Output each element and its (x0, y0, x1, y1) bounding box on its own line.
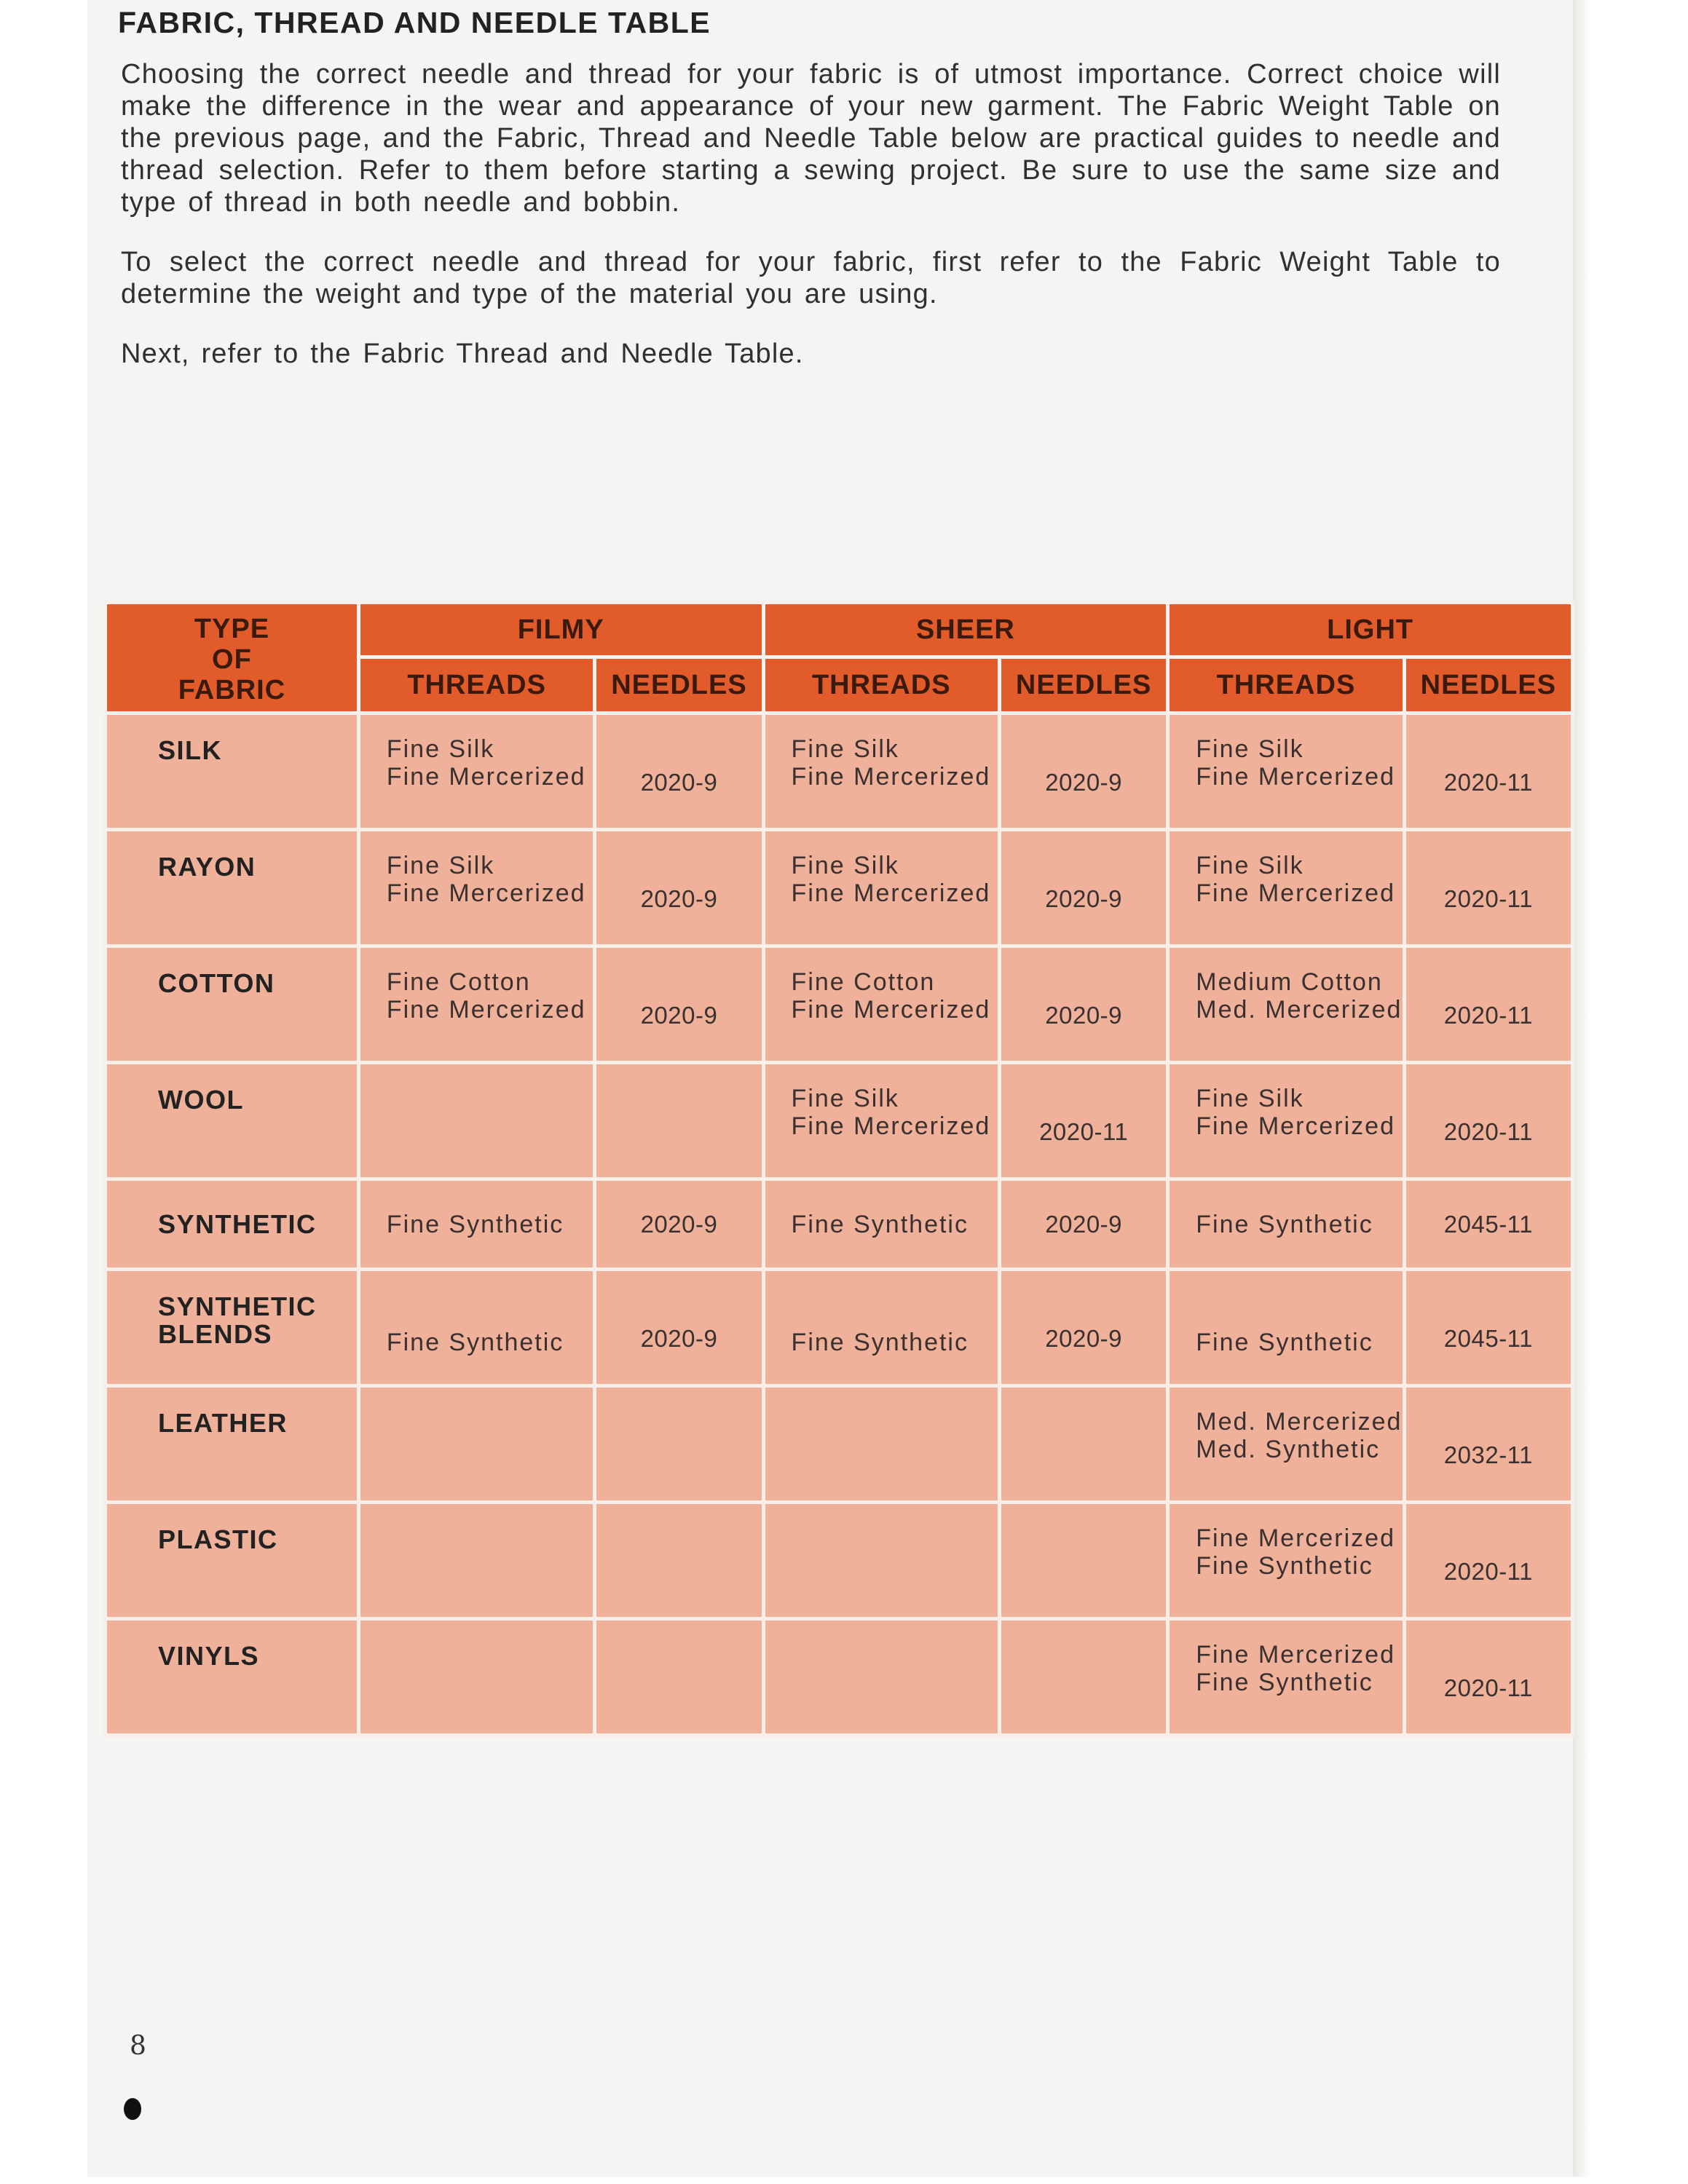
sheer-threads-header: THREADS (763, 657, 1000, 713)
thread-line: Fine Synthetic (386, 1210, 564, 1238)
light-needles-header: NEEDLES (1404, 657, 1572, 713)
light-threads-cell (1168, 1386, 1405, 1503)
fabric-type-line: LEATHER (158, 1408, 288, 1438)
fabric-type-line: COTTON (158, 968, 275, 998)
table-row (106, 1270, 1573, 1386)
filmy-needles-cell (595, 1619, 763, 1736)
filmy-threads-cell (358, 830, 595, 946)
light-threads-cell (1168, 1503, 1405, 1619)
fabric-type-line: BLENDS (158, 1319, 273, 1349)
light-threads-cell (1168, 830, 1405, 946)
thread-line: Fine Synthetic (1196, 1210, 1373, 1238)
light-threads-cell (1168, 1270, 1405, 1386)
filmy-needles-cell: 2020-9 (595, 1270, 763, 1386)
sheer-needles-header: NEEDLES (1000, 657, 1168, 713)
light-needles-cell: 2045-11 (1404, 1179, 1572, 1270)
filmy-threads-cell (358, 1503, 595, 1619)
filmy-threads-cell (358, 1179, 595, 1270)
sheer-threads-cell (763, 946, 1000, 1063)
fabric-type-line: RAYON (158, 852, 256, 882)
thread-line: Fine Silk (791, 1085, 899, 1112)
thread-line: Fine Synthetic (791, 1210, 969, 1238)
filmy-needles-cell (595, 1503, 763, 1619)
thread-line: Fine Mercerized (791, 879, 991, 907)
thread-line: Fine Silk (1196, 735, 1304, 763)
filmy-threads-cell (358, 1270, 595, 1386)
thread-line: Fine Silk (1196, 1085, 1304, 1112)
table-row (106, 1619, 1573, 1736)
table-row (106, 830, 1573, 946)
table-row (106, 1386, 1573, 1503)
fabric-thread-needle-table (103, 601, 1574, 1737)
thread-line: Fine Mercerized (1196, 1641, 1395, 1669)
thread-line: Fine Silk (1196, 852, 1304, 879)
table-row (106, 1179, 1573, 1270)
sheer-needles-cell (1000, 1619, 1168, 1736)
thread-line: Med. Mercerized (1196, 1408, 1403, 1436)
sheer-threads-cell (763, 1386, 1000, 1503)
fabric-type-line: PLASTIC (158, 1524, 278, 1554)
sheer-needles-cell: 2020-9 (1000, 1270, 1168, 1386)
type-header-line: FABRIC (178, 674, 286, 705)
intro-paragraph-1: Choosing the correct needle and thread for your fabric is of utmost importance. Correct choice will make the difference in the wear and appearance of your new garment. The Fabric Weight Table on the previous page, and the Fabric, Thread and Needle Table below are practical guides to needle and thread selection. Refer to them before starting a sewing project. Be sure to use the same size and type of thread in both needle and bobbin. (121, 59, 1501, 218)
light-threads-cell (1168, 713, 1405, 830)
sheer-header: SHEER (763, 603, 1168, 657)
thread-line: Fine Mercerized (1196, 879, 1395, 907)
thread-line: Fine Mercerized (386, 879, 586, 907)
thread-line: Fine Cotton (791, 968, 936, 996)
filmy-needles-header: NEEDLES (595, 657, 763, 713)
thread-line: Fine Mercerized (791, 996, 991, 1024)
sheer-threads-cell (763, 713, 1000, 830)
sheer-threads-cell (763, 830, 1000, 946)
table-row (106, 1503, 1573, 1619)
sheer-needles-cell (1000, 1503, 1168, 1619)
fabric-type-cell (106, 713, 359, 830)
light-threads-cell (1168, 1619, 1405, 1736)
thread-line: Medium Cotton (1196, 968, 1383, 996)
filmy-threads-cell (358, 946, 595, 1063)
filmy-needles-cell: 2020-9 (595, 713, 763, 830)
filmy-threads-header: THREADS (358, 657, 595, 713)
light-threads-cell (1168, 1179, 1405, 1270)
thread-line: Fine Mercerized (386, 996, 586, 1024)
type-header-line: TYPE (194, 613, 270, 644)
light-threads-header: THREADS (1168, 657, 1405, 713)
light-needles-cell: 2020-11 (1404, 946, 1572, 1063)
light-threads-cell (1168, 1063, 1405, 1179)
sheer-threads-cell (763, 1503, 1000, 1619)
fabric-type-cell (106, 1270, 359, 1386)
fabric-thread-needle-table-wrapper (103, 601, 1574, 1737)
filmy-needles-cell (595, 1063, 763, 1179)
thread-line: Fine Mercerized (1196, 1112, 1395, 1140)
light-needles-cell: 2020-11 (1404, 1619, 1572, 1736)
intro-text (121, 58, 1501, 397)
filmy-threads-cell (358, 1386, 595, 1503)
fabric-type-cell (106, 830, 359, 946)
thread-line: Med. Mercerized (1196, 996, 1403, 1024)
fabric-type-line: SYNTHETIC (158, 1291, 317, 1321)
type-header-line: OF (212, 644, 252, 675)
filmy-needles-cell: 2020-9 (595, 946, 763, 1063)
table-row (106, 946, 1573, 1063)
sheer-needles-cell (1000, 1386, 1168, 1503)
thread-line: Fine Synthetic (1196, 1552, 1373, 1580)
thread-line: Fine Synthetic (1196, 1669, 1373, 1696)
fabric-type-cell (106, 1063, 359, 1179)
filmy-threads-cell (358, 713, 595, 830)
light-needles-cell: 2020-11 (1404, 713, 1572, 830)
filmy-threads-cell (358, 1619, 595, 1736)
thread-line: Fine Mercerized (791, 1112, 991, 1140)
thread-line: Fine Synthetic (386, 1328, 564, 1356)
filmy-threads-cell (358, 1063, 595, 1179)
filmy-needles-cell: 2020-9 (595, 830, 763, 946)
table-row (106, 1063, 1573, 1179)
thread-line: Fine Mercerized (791, 763, 991, 791)
page-number: 8 (130, 2031, 146, 2061)
fabric-type-line: VINYLS (158, 1641, 260, 1671)
filmy-needles-cell: 2020-9 (595, 1179, 763, 1270)
sheer-needles-cell: 2020-9 (1000, 1179, 1168, 1270)
light-header: LIGHT (1168, 603, 1573, 657)
thread-line: Fine Cotton (386, 968, 531, 996)
sheer-needles-cell: 2020-9 (1000, 713, 1168, 830)
thread-line: Fine Silk (791, 735, 899, 763)
sheer-needles-cell: 2020-9 (1000, 946, 1168, 1063)
light-needles-cell: 2020-11 (1404, 1503, 1572, 1619)
fabric-type-cell (106, 1619, 359, 1736)
type-of-fabric-header (106, 603, 359, 713)
thread-line: Fine Mercerized (1196, 763, 1395, 791)
intro-paragraph-2: To select the correct needle and thread for your fabric, first refer to the Fabric Weight Table to determine the weight and type of the material you are using. (121, 247, 1501, 309)
fabric-type-line: SILK (158, 735, 223, 765)
sheer-threads-cell (763, 1063, 1000, 1179)
page-title: FABRIC, THREAD AND NEEDLE TABLE (118, 6, 711, 39)
sheer-threads-cell (763, 1270, 1000, 1386)
fabric-type-cell (106, 1503, 359, 1619)
fabric-type-cell (106, 1179, 359, 1270)
light-needles-cell: 2032-11 (1404, 1386, 1572, 1503)
filmy-needles-cell (595, 1386, 763, 1503)
thread-line: Fine Silk (791, 852, 899, 879)
thread-line: Fine Mercerized (1196, 1524, 1395, 1552)
sheer-threads-cell (763, 1619, 1000, 1736)
binder-hole-mark (124, 2098, 141, 2120)
sheer-needles-cell: 2020-11 (1000, 1063, 1168, 1179)
intro-paragraph-3: Next, refer to the Fabric Thread and Needle Table. (121, 339, 804, 369)
fabric-type-cell (106, 946, 359, 1063)
thread-line: Fine Mercerized (386, 763, 586, 791)
fabric-type-line: SYNTHETIC (158, 1208, 317, 1239)
thread-line: Fine Silk (386, 852, 495, 879)
filmy-header: FILMY (358, 603, 763, 657)
thread-line: Fine Synthetic (1196, 1328, 1373, 1356)
light-needles-cell: 2020-11 (1404, 1063, 1572, 1179)
fabric-type-line: WOOL (158, 1085, 244, 1115)
thread-line: Fine Synthetic (791, 1328, 969, 1356)
thread-line: Fine Silk (386, 735, 495, 763)
sheer-threads-cell (763, 1179, 1000, 1270)
light-needles-cell: 2045-11 (1404, 1270, 1572, 1386)
fabric-type-cell (106, 1386, 359, 1503)
table-row (106, 713, 1573, 830)
page-edge-shadow (1573, 0, 1590, 2177)
thread-line: Med. Synthetic (1196, 1436, 1381, 1463)
light-needles-cell: 2020-11 (1404, 830, 1572, 946)
sheer-needles-cell: 2020-9 (1000, 830, 1168, 946)
light-threads-cell (1168, 946, 1405, 1063)
